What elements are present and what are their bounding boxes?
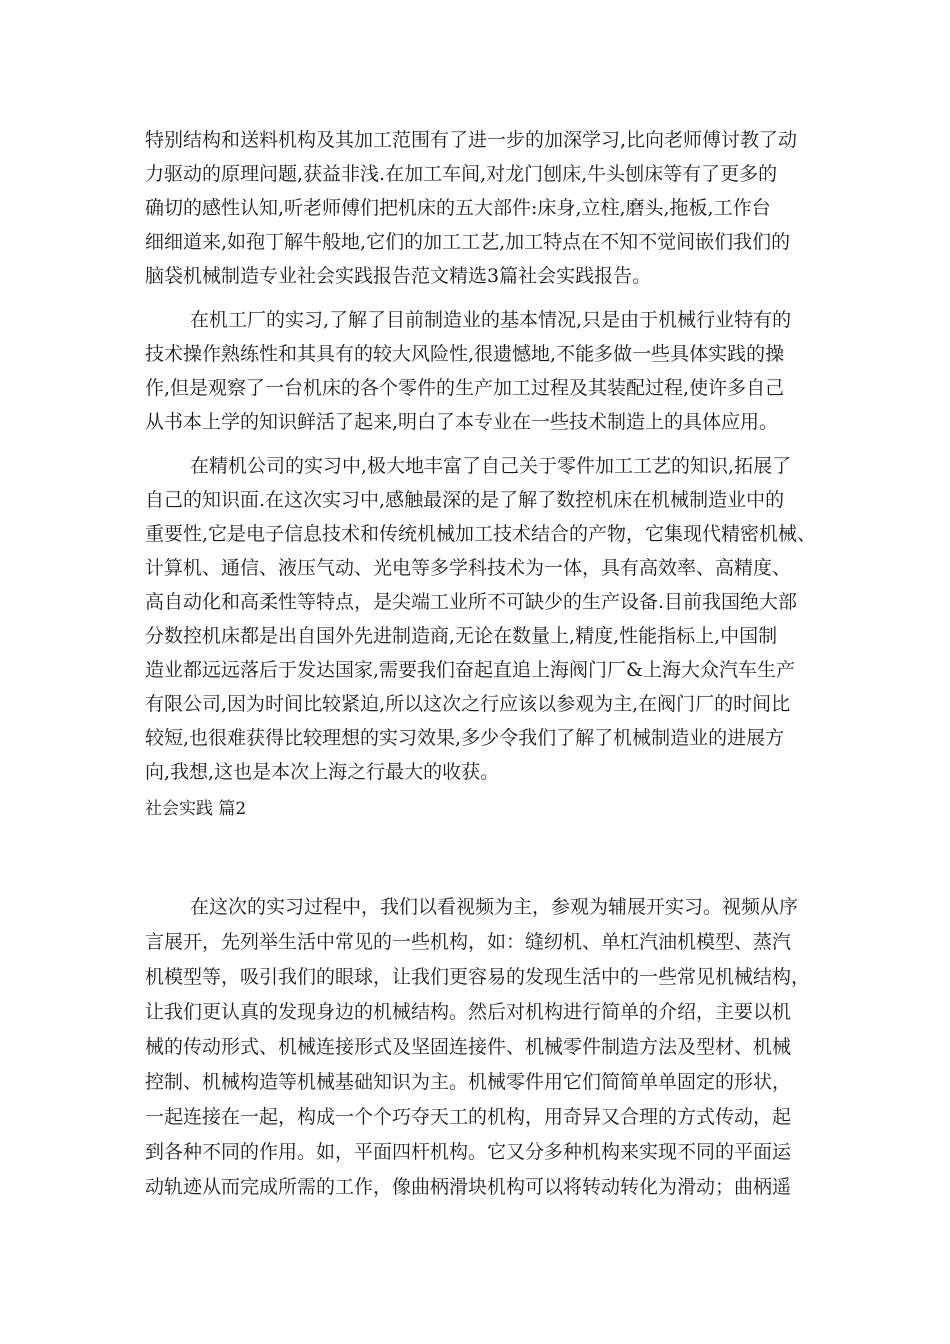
paragraph-line: 有限公司,因为时间比较紧迫,所以这次之行应该以参观为主,在阀门厂的时间比 xyxy=(145,693,791,715)
paragraph-line: 械的传动形式、机械连接形式及坚固连接件、机械零件制造方法及型材、机械 xyxy=(145,1036,792,1058)
paragraph-line: 重要性,它是电子信息技术和传统机械加工技术结合的产物，它集现代精密机械、 xyxy=(145,523,817,545)
paragraph-line: 较短,也很难获得比较理想的实习效果,多少令我们了解了机械制造业的进展方 xyxy=(145,727,785,749)
paragraph-line: 力驱动的原理问题,获益非浅.在加工车间,对龙门刨床,牛头刨床等有了更多的 xyxy=(145,163,778,185)
paragraph-line: 作,但是观察了一台机床的各个零件的生产加工过程及其装配过程,使许多自己 xyxy=(145,377,785,399)
paragraph-line: 动轨迹从而完成所需的工作，像曲柄滑块机构可以将转动转化为滑动；曲柄遥 xyxy=(145,1176,792,1198)
paragraph-line: 在这次的实习过程中，我们以看视频为主，参观为辅展开实习。视频从序 xyxy=(190,896,799,918)
paragraph-line: 控制、机械构造等机械基础知识为主。机械零件用它们简简单单固定的形状， xyxy=(145,1071,792,1093)
paragraph-line: 自己的知识面.在这次实习中,感触最深的是了解了数控机床在机械制造业中的 xyxy=(145,489,785,511)
paragraph-line: 高自动化和高柔性等特点，是尖端工业所不可缺少的生产设备.目前我国绝大部 xyxy=(145,591,798,613)
paragraph-line: 确切的感性认知,听老师傅们把机床的五大部件:床身,立柱,磨头,拖板,工作台 xyxy=(145,197,771,219)
paragraph-line: 言展开，先列举生活中常见的一些机构，如：缝纫机、单杠汽油机模型、蒸汽 xyxy=(145,931,792,953)
paragraph-line: 机模型等，吸引我们的眼球，让我们更容易的发现生活中的一些常见机械结构， xyxy=(145,966,811,988)
paragraph-line: 到各种不同的作用。如，平面四杆机构。它又分多种机构来实现不同的平面运 xyxy=(145,1141,792,1163)
paragraph-line: 在精机公司的实习中,极大地丰富了自己关于零件加工工艺的知识,拓展了 xyxy=(190,455,792,477)
paragraph-line: 脑袋机械制造专业社会实践报告范文精选3篇社会实践报告。 xyxy=(145,265,652,287)
paragraph-line: 向,我想,这也是本次上海之行最大的收获。 xyxy=(145,761,500,783)
paragraph-line: 让我们更认真的发现身边的机械结构。然后对机构进行简单的介绍，主要以机 xyxy=(145,1001,792,1023)
paragraph-line: 分数控机床都是出自国外先进制造商,无论在数量上,精度,性能指标上,中国制 xyxy=(145,625,778,647)
paragraph-line: 一起连接在一起，构成一个个巧夺天工的机构，用奇异又合理的方式传动，起 xyxy=(145,1106,792,1128)
paragraph-line: 从书本上学的知识鲜活了起来,明白了本专业在一些技术制造上的具体应用。 xyxy=(145,411,779,433)
paragraph-line: 技术操作熟练性和其具有的较大风险性,很遗憾地,不能多做一些具体实践的操 xyxy=(145,343,785,365)
paragraph-line: 特别结构和送料机构及其加工范围有了进一步的加深学习,比向老师傅讨教了动 xyxy=(145,129,798,151)
paragraph-line: 计算机、通信、液压气动、光电等多学科技术为一体，具有高效率、高精度、 xyxy=(145,557,792,579)
paragraph-line: 在机工厂的实习,了解了目前制造业的基本情况,只是由于机械行业特有的 xyxy=(190,309,792,331)
section-heading: 社会实践 篇2 xyxy=(145,799,247,819)
paragraph-line: 造业都远远落后于发达国家,需要我们奋起直追上海阀门厂&上海大众汽车生产 xyxy=(145,659,795,681)
paragraph-line: 细细道来,如孢丁解牛般地,它们的加工工艺,加工特点在不知不觉间嵌们我们的 xyxy=(145,231,791,253)
